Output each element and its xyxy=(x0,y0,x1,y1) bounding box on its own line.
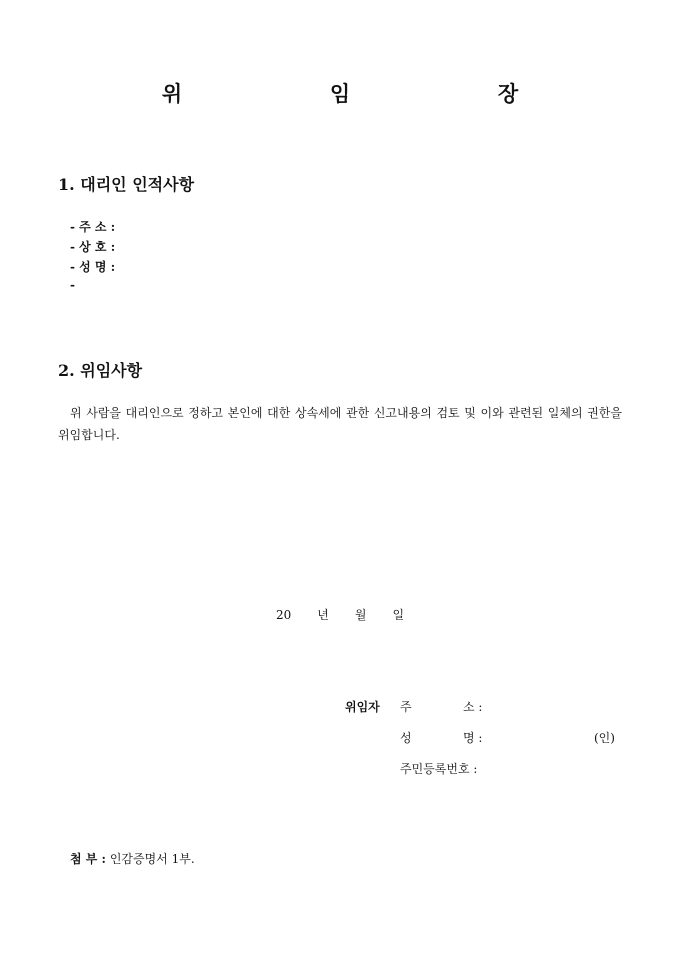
field-company: - 상 호 : xyxy=(70,240,116,254)
date-year-prefix: 20 xyxy=(275,608,292,622)
seal-mark: (인) xyxy=(594,731,615,745)
date-year-unit: 년 xyxy=(317,608,329,622)
title-char: 위 xyxy=(161,81,183,106)
id-number-label: 주민등록번호 : xyxy=(400,762,478,776)
attachment-line xyxy=(70,850,195,867)
date-day-unit: 일 xyxy=(392,608,405,622)
date-month-unit: 월 xyxy=(354,608,367,622)
delegator-label: 위임자 xyxy=(345,700,380,714)
field-blank: - xyxy=(70,278,75,292)
section1-heading: 1. 대리인 인적사항 xyxy=(58,175,195,194)
date-line xyxy=(0,606,680,623)
section2-heading: 2. 위임사항 xyxy=(58,361,143,380)
attachment-label: 첨 부 : xyxy=(70,852,106,866)
document-title xyxy=(0,78,680,108)
title-char: 장 xyxy=(497,81,519,106)
field-address: - 주 소 : xyxy=(70,220,116,234)
name-label-1: 성 xyxy=(400,731,412,745)
attachment-value: 인감증명서 1부. xyxy=(109,852,195,866)
address-label-2: 소 : xyxy=(463,700,483,714)
name-label-2: 명 : xyxy=(463,731,483,745)
address-label-1: 주 xyxy=(400,700,412,714)
delegation-body: 위 사람을 대리인으로 정하고 본인에 대한 상속세에 관한 신고내용의 검토 및 이와 관련된 일체의 권한을 위임합니다. xyxy=(58,406,622,442)
field-name: - 성 명 : xyxy=(70,260,116,274)
title-char: 임 xyxy=(329,81,351,106)
